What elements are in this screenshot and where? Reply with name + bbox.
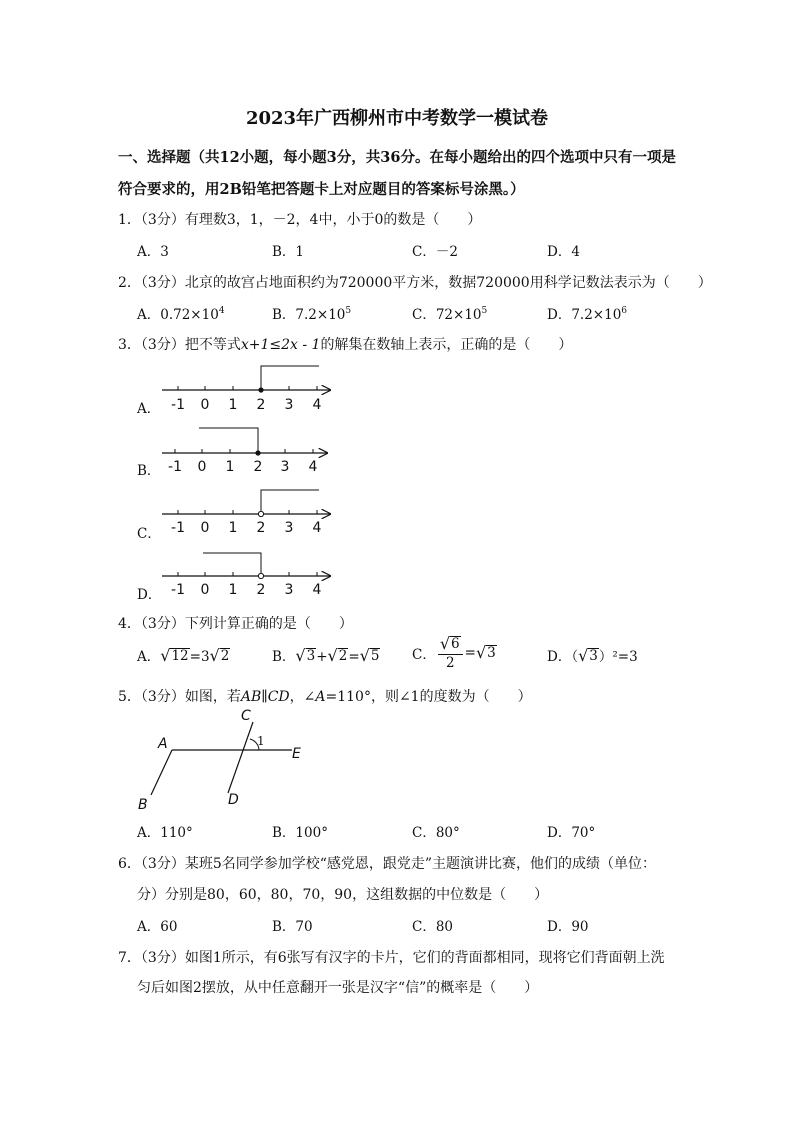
q3-stem-inequality: x+1≤2x - 1 <box>240 337 321 353</box>
q1-option-c[interactable]: C．－2 <box>412 244 458 260</box>
q6-option-c[interactable]: C．80 <box>412 919 454 935</box>
tick-label: 1 <box>228 397 238 413</box>
q4-c-equals: = <box>464 645 476 661</box>
question-6-stem-line2: 分）分别是80，60，80，70，90，这组数据的中位数是（ ） <box>137 887 549 903</box>
solution-ray <box>203 553 261 573</box>
tick-label: -1 <box>171 397 185 413</box>
q6-option-a[interactable]: A．60 <box>137 919 178 935</box>
question-6-stem-line1: 6．（3分）某班5名同学参加学校“感党恩，跟党走”主题演讲比赛，他们的成绩（单位： <box>118 856 657 872</box>
tick-label: 2 <box>256 520 266 536</box>
tick-label: 3 <box>280 459 290 475</box>
tick-label: 0 <box>200 397 210 413</box>
q3-option-b-number-line[interactable] <box>162 428 327 475</box>
line-cd <box>228 722 253 793</box>
question-2-stem: 2．（3分）北京的故宫占地面积约为720000平方米，数据720000用科学记数法表示为（ ） <box>118 275 712 291</box>
solution-ray <box>199 428 258 453</box>
q3-option-d-letter[interactable]: D． <box>137 587 162 603</box>
q5-option-b[interactable]: B．100° <box>272 825 328 841</box>
q2-option-d-exponent: 6 <box>621 306 628 316</box>
q3-option-c-number-line[interactable] <box>162 490 330 536</box>
sqrt-symbol: √ 2 <box>209 646 230 665</box>
q4-option-d-label: D．（ <box>547 649 579 665</box>
solid-point <box>258 387 263 392</box>
q4-option-c-label: C． <box>412 647 436 663</box>
radicand: 3 <box>306 648 316 665</box>
q4-b-equals: = <box>348 649 360 665</box>
line-ab <box>151 750 172 795</box>
radicand: 6 <box>451 636 460 653</box>
q1-option-a[interactable]: A．3 <box>137 244 169 260</box>
solution-ray <box>261 366 319 390</box>
radicand: 3 <box>589 648 598 665</box>
q5-option-a[interactable]: A．110° <box>137 825 193 841</box>
fraction: √ 6 2 <box>438 636 463 670</box>
radicand: 5 <box>370 648 380 665</box>
q2-option-c-exponent: 5 <box>481 306 488 316</box>
tick-label: 4 <box>308 459 318 475</box>
q3-option-d-number-line[interactable] <box>162 553 330 598</box>
q3-stem-pre: 3．（3分）把不等式 <box>118 337 241 353</box>
sqrt-symbol: √ 2 <box>327 646 348 665</box>
point-label-d: D <box>228 792 239 808</box>
q3-option-b-letter[interactable]: B． <box>137 463 161 479</box>
q2-option-b-label: B．7.2×10 <box>272 307 346 323</box>
tick-label: 0 <box>200 520 210 536</box>
sqrt-symbol: √ 3 <box>295 646 316 665</box>
tick-label: -1 <box>168 459 182 475</box>
tick-label: 4 <box>312 582 322 598</box>
sqrt-symbol: √ 12 <box>160 646 189 665</box>
q4-option-b[interactable] <box>272 645 380 665</box>
point-label-b: B <box>138 797 148 813</box>
tick-label: 1 <box>225 459 235 475</box>
q4-option-c[interactable] <box>412 636 497 670</box>
q4-option-d[interactable] <box>547 645 638 665</box>
q1-option-d[interactable]: D．4 <box>547 244 580 260</box>
q3-option-a-letter[interactable]: A． <box>137 401 161 417</box>
point-label-c: C <box>241 708 251 724</box>
sqrt-symbol: √ 3 <box>475 643 496 662</box>
q5-stem-pre: 5．（3分）如图，若 <box>118 689 241 705</box>
hollow-point <box>258 573 263 578</box>
sqrt-symbol: √ 3 <box>578 646 598 665</box>
sqrt-symbol: √ 5 <box>359 646 380 665</box>
tick-label: 1 <box>228 582 238 598</box>
tick-label: 3 <box>284 582 294 598</box>
q4-d-post: ）²=3 <box>598 649 638 665</box>
tick-label: 4 <box>312 520 322 536</box>
q4-b-plus: + <box>316 649 328 665</box>
q5-stem-post: =110°，则∠1的度数为（ ） <box>325 689 532 705</box>
q1-option-b[interactable]: B．1 <box>272 244 305 260</box>
q2-option-a-label: A．0.72×10 <box>137 307 219 323</box>
tick-label: 2 <box>256 397 266 413</box>
q5-stem-angle-a: A <box>315 689 326 705</box>
section-heading-line1: 一、选择题（共12小题，每小题3分，共36分。在每小题给出的四个选项中只有一项是 <box>118 149 676 166</box>
point-label-e: E <box>292 746 301 762</box>
hollow-point <box>258 511 263 516</box>
q5-option-d[interactable]: D．70° <box>547 825 596 841</box>
q5-stem-parallel: AB∥CD <box>240 689 290 705</box>
point-label-a: A <box>158 736 168 752</box>
section-heading-line2: 符合要求的，用2B铅笔把答题卡上对应题目的答案标号涂黑。） <box>118 181 525 198</box>
q2-option-a-exponent: 4 <box>218 306 225 316</box>
q2-option-d-label: D．7.2×10 <box>547 307 622 323</box>
tick-label: -1 <box>171 582 185 598</box>
q3-stem-post: 的解集在数轴上表示，正确的是（ ） <box>320 337 573 353</box>
angle-1-label: 1 <box>257 734 265 748</box>
question-1-stem: 1．（3分）有理数3，1，－2，4中，小于0的数是（ ） <box>118 212 482 228</box>
q6-option-b[interactable]: B．70 <box>272 919 313 935</box>
radicand: 12 <box>171 648 189 665</box>
q5-geometry-figure <box>120 700 340 815</box>
denominator: 2 <box>445 654 455 671</box>
solution-ray <box>261 490 319 511</box>
page-title: 2023年广西柳州市中考数学一模试卷 <box>245 108 549 129</box>
radicand: 2 <box>220 648 230 665</box>
question-7-stem-line1: 7．（3分）如图1所示，有6张写有汉字的卡片，它们的背面都相同，现将它们背面朝上洗 <box>118 950 665 966</box>
radicand: 2 <box>338 648 348 665</box>
q4-option-a[interactable] <box>137 645 230 665</box>
q5-stem-mid: ，∠ <box>289 689 316 705</box>
question-7-stem-line2: 匀后如图2摆放，从中任意翻开一张是汉字“信”的概率是（ ） <box>137 980 539 996</box>
tick-label: 1 <box>228 520 238 536</box>
q3-option-c-letter[interactable]: C． <box>137 526 161 542</box>
q4-a-middle: =3 <box>189 649 210 665</box>
tick-label: 2 <box>253 459 263 475</box>
tick-label: 2 <box>256 582 266 598</box>
q3-option-a-number-line[interactable] <box>162 366 330 413</box>
q2-option-c-label: C．72×10 <box>412 307 482 323</box>
q6-option-d[interactable]: D．90 <box>547 919 589 935</box>
q4-option-b-label: B． <box>272 649 296 665</box>
tick-label: 0 <box>197 459 207 475</box>
question-4-stem: 4．（3分）下列计算正确的是（ ） <box>118 616 353 632</box>
q4-option-a-label: A． <box>137 649 161 665</box>
q2-option-b-exponent: 5 <box>345 306 352 316</box>
solid-point <box>255 450 260 455</box>
tick-label: 3 <box>284 520 294 536</box>
tick-label: 0 <box>200 582 210 598</box>
q5-option-c[interactable]: C．80° <box>412 825 460 841</box>
tick-label: 3 <box>284 397 294 413</box>
tick-label: -1 <box>171 520 185 536</box>
radicand: 3 <box>487 645 496 662</box>
tick-label: 4 <box>312 397 322 413</box>
